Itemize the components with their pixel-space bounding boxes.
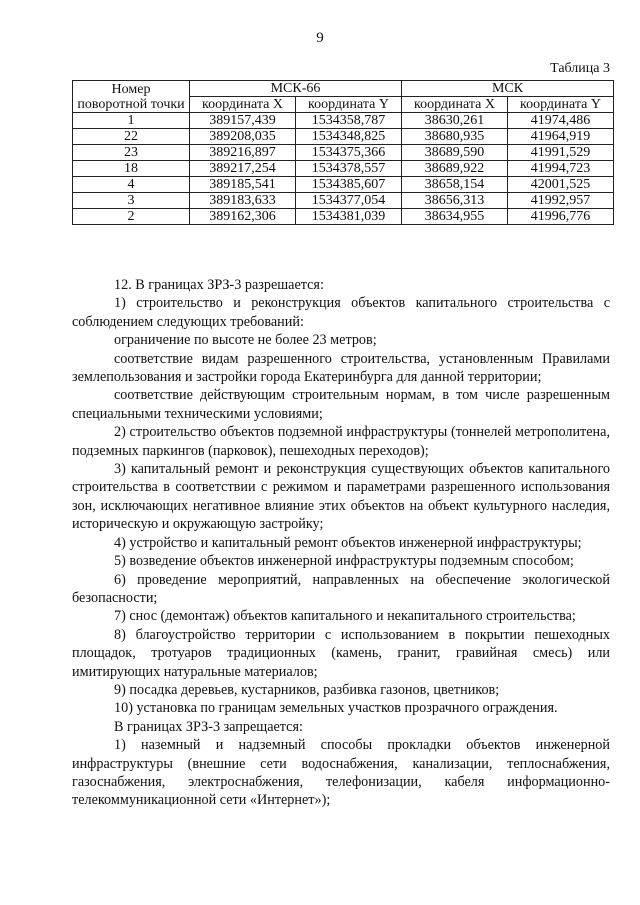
table-cell: 389208,035 (190, 129, 296, 145)
table-cell: 41991,529 (508, 145, 614, 161)
table-row (73, 113, 614, 129)
table-cell: 1534378,557 (296, 161, 402, 177)
header-group-msk66: МСК-66 (190, 81, 402, 97)
list-item: соответствие действующим строительным нормам, в том числе разрешенным специальными техническими условиями; (72, 387, 610, 422)
table-cell: 389216,897 (190, 145, 296, 161)
table-cell: 4 (73, 177, 190, 193)
list-item: 10) установка по границам земельных участков прозрачного ограждения. (114, 700, 558, 717)
table-caption: Таблица 3 (550, 61, 610, 76)
table-cell: 1534385,607 (296, 177, 402, 193)
table-cell: 389185,541 (190, 177, 296, 193)
header-group-msk: МСК (402, 81, 614, 97)
list-item: ограничение по высоте не более 23 метров; (114, 332, 377, 349)
table-cell: 389157,439 (190, 113, 296, 129)
table-cell: 38658,154 (402, 177, 508, 193)
table-cell: 1534377,054 (296, 193, 402, 209)
table-cell: 3 (73, 193, 190, 209)
table-cell: 389183,633 (190, 193, 296, 209)
table-row (73, 177, 614, 193)
list-item: 4) устройство и капитальный ремонт объектов инженерной инфраструктуры; (114, 534, 582, 551)
header-point-number: Номер поворотной точки (73, 81, 190, 113)
table-cell: 1534348,825 (296, 129, 402, 145)
list-item: 1) строительство и реконструкция объектов капитального строительства с соблюдением следующих требований: (72, 295, 610, 330)
table-cell: 41996,776 (508, 209, 614, 225)
list-item: 9) посадка деревьев, кустарников, разбивка газонов, цветников; (114, 681, 500, 698)
table-cell: 41964,919 (508, 129, 614, 145)
list-item: 8) благоустройство территории с использованием в покрытии пешеходных площадок, тротуаров традиционных (камень, гранит, гравийная смесь) или имитирующих натуральные материалов; (72, 626, 610, 680)
table-cell: 2 (73, 209, 190, 225)
table-cell: 23 (73, 145, 190, 161)
list-item: 3) капитальный ремонт и реконструкция существующих объектов капитального строительства в соответствии с режимом и параметрами разрешенного использования зон, исключающих негативное влияние этих объектов на объект культурного наследия, историческую и окружающую застройку; (72, 461, 610, 533)
document-body (72, 276, 610, 810)
table-cell: 389162,306 (190, 209, 296, 225)
table-cell: 38680,935 (402, 129, 508, 145)
header-coord-x: координата X (190, 97, 296, 113)
table-cell: 18 (73, 161, 190, 177)
section-heading: 12. В границах ЗРЗ-3 разрешается: (114, 277, 324, 293)
section-heading: В границах ЗРЗ-3 запрещается: (114, 718, 303, 735)
header-coord-x: координата X (402, 97, 508, 113)
list-item: 5) возведение объектов инженерной инфраструктуры подземным способом; (114, 553, 574, 570)
table-row (73, 209, 614, 225)
table-cell: 42001,525 (508, 177, 614, 193)
table-cell: 22 (73, 129, 190, 145)
coordinates-table (72, 80, 614, 225)
header-coord-y: координата Y (508, 97, 614, 113)
table-row (73, 145, 614, 161)
table-cell: 41994,723 (508, 161, 614, 177)
table-cell: 1534381,039 (296, 209, 402, 225)
table-cell: 41974,486 (508, 113, 614, 129)
list-item: соответствие видам разрешенного строительства, установленным Правилами землепользования и застройки города Екатеринбурга для данной территории; (72, 350, 610, 386)
table-cell: 38630,261 (402, 113, 508, 129)
table-row (73, 161, 614, 177)
list-item: 6) проведение мероприятий, направленных на обеспечение экологической безопасности; (72, 571, 610, 606)
table-row (73, 129, 614, 145)
table-row (73, 193, 614, 209)
table-cell: 41992,957 (508, 193, 614, 209)
list-item: 2) строительство объектов подземной инфраструктуры (тоннелей метрополитена, подземных паркингов (парковок), пешеходных переходов); (72, 424, 610, 459)
header-coord-y: координата Y (296, 97, 402, 113)
table-cell: 1 (73, 113, 190, 129)
page-number: 9 (316, 30, 324, 46)
table-cell: 1534358,787 (296, 113, 402, 129)
table-cell: 389217,254 (190, 161, 296, 177)
table-cell: 38634,955 (402, 209, 508, 225)
table-header-row (73, 81, 614, 97)
list-item: 7) снос (демонтаж) объектов капитального и некапитального строительства; (114, 608, 576, 625)
table-cell: 1534375,366 (296, 145, 402, 161)
table-cell: 38689,922 (402, 161, 508, 177)
list-item: 1) наземный и надземный способы прокладки объектов инженерной инфраструктуры (внешние сети водоснабжения, канализации, теплоснабжения, газоснабжения, электроснабжения, телефонизации, кабеля информационно-телекоммуникационной сети «Интернет»); (72, 737, 610, 809)
table-cell: 38689,590 (402, 145, 508, 161)
table-cell: 38656,313 (402, 193, 508, 209)
